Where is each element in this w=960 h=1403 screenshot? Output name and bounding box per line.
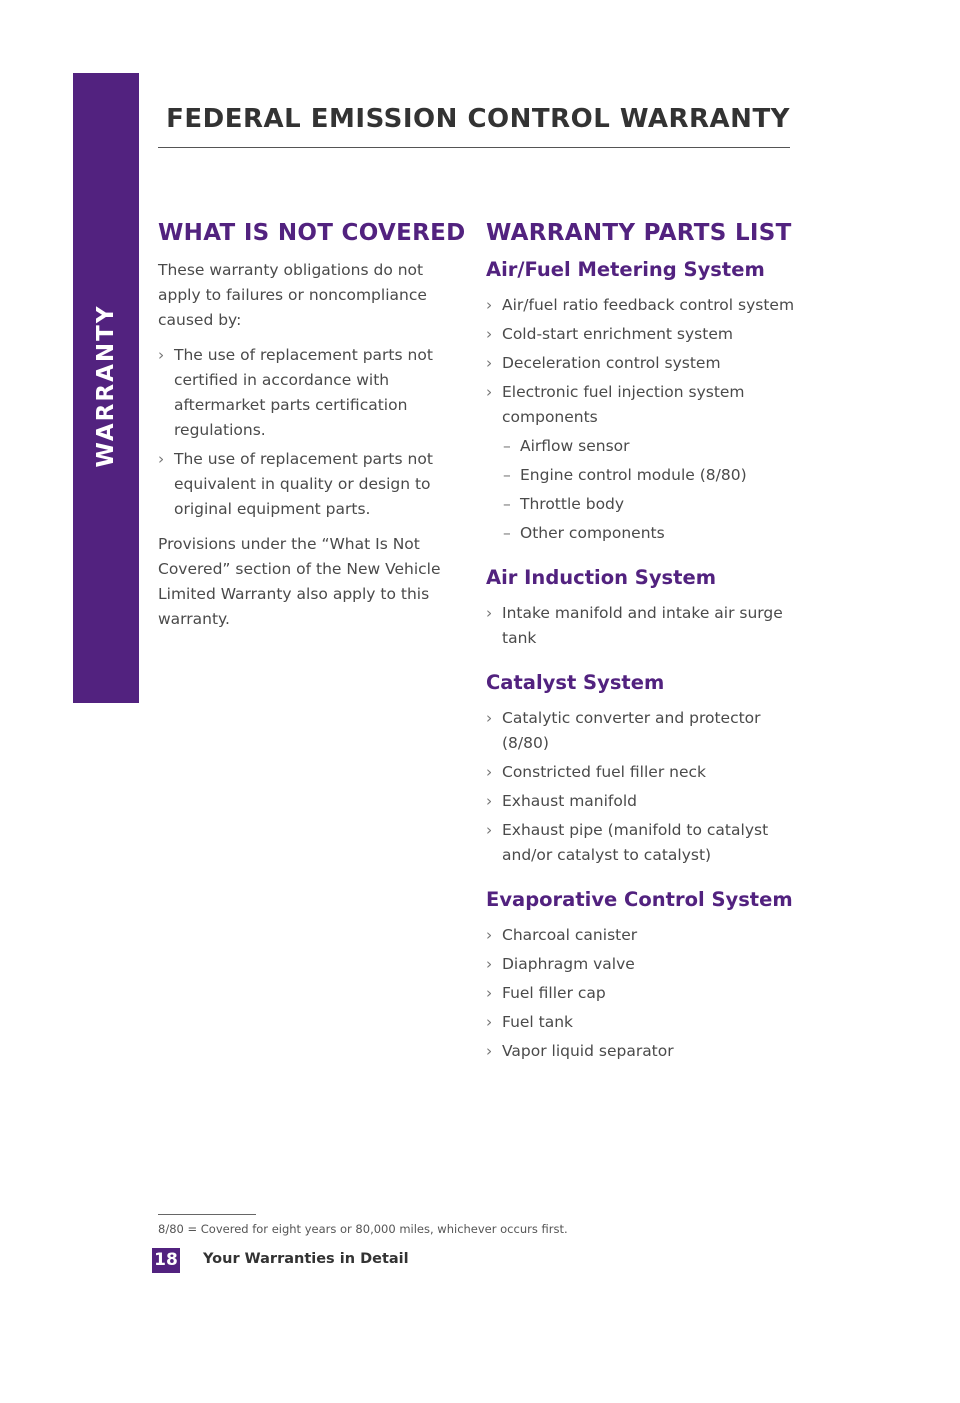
sub-list-item: – Engine control module (8/80) <box>486 463 801 488</box>
not-covered-heading: WHAT IS NOT COVERED <box>158 220 466 246</box>
not-covered-list <box>158 343 453 522</box>
list-item: › Vapor liquid separator <box>486 1039 801 1064</box>
not-covered-provisions: Provisions under the “What Is Not Covered” section of the New Vehicle Limited Warranty also apply to this warranty. <box>158 535 441 628</box>
list-item: › Exhaust pipe (manifold to catalyst and/or catalyst to catalyst) <box>486 818 801 868</box>
list-item: › Electronic fuel injection system components <box>486 380 801 430</box>
parts-list-heading: WARRANTY PARTS LIST <box>486 220 792 246</box>
page-header-title: FEDERAL EMISSION CONTROL WARRANTY <box>166 104 790 134</box>
header-divider <box>158 147 790 148</box>
section-title-catalyst: Catalyst System <box>486 671 665 694</box>
catalyst-list <box>486 706 801 868</box>
footer-title: Your Warranties in Detail <box>203 1251 409 1267</box>
section-title-air-fuel: Air/Fuel Metering System <box>486 258 765 281</box>
list-item: › Cold-start enrichment system <box>486 322 801 347</box>
list-item: › Exhaust manifold <box>486 789 801 814</box>
sub-list-item: – Other components <box>486 521 801 546</box>
sub-list-item: – Airflow sensor <box>486 434 801 459</box>
list-item: › The use of replacement parts not certified in accordance with aftermarket parts certification regulations. <box>158 343 453 443</box>
right-column <box>486 220 801 1074</box>
page-number-badge: 18 <box>152 1248 180 1273</box>
evaporative-list <box>486 923 801 1064</box>
list-item: › Air/fuel ratio feedback control system <box>486 293 801 318</box>
sub-list-item: – Throttle body <box>486 492 801 517</box>
list-item: › Fuel tank <box>486 1010 801 1035</box>
list-item: › Deceleration control system <box>486 351 801 376</box>
footnote: 8/80 = Covered for eight years or 80,000 miles, whichever occurs first. <box>158 1222 568 1236</box>
air-induction-list <box>486 601 801 651</box>
not-covered-intro: These warranty obligations do not apply to failures or noncompliance caused by: <box>158 261 427 329</box>
section-title-air-induction: Air Induction System <box>486 566 717 589</box>
left-column <box>158 220 466 642</box>
list-item: › Diaphragm valve <box>486 952 801 977</box>
side-tab-label <box>73 73 139 703</box>
list-item: › Intake manifold and intake air surge tank <box>486 601 801 651</box>
footnote-divider <box>158 1214 256 1215</box>
side-tab-text: WARRANTY <box>93 304 119 468</box>
list-item: › The use of replacement parts not equivalent in quality or design to original equipment parts. <box>158 447 453 522</box>
list-item: › Catalytic converter and protector (8/80) <box>486 706 801 756</box>
list-item: › Constricted fuel filler neck <box>486 760 801 785</box>
air-fuel-list <box>486 293 801 546</box>
section-title-evaporative: Evaporative Control System <box>486 888 793 911</box>
list-item: › Fuel filler cap <box>486 981 801 1006</box>
list-item: › Charcoal canister <box>486 923 801 948</box>
